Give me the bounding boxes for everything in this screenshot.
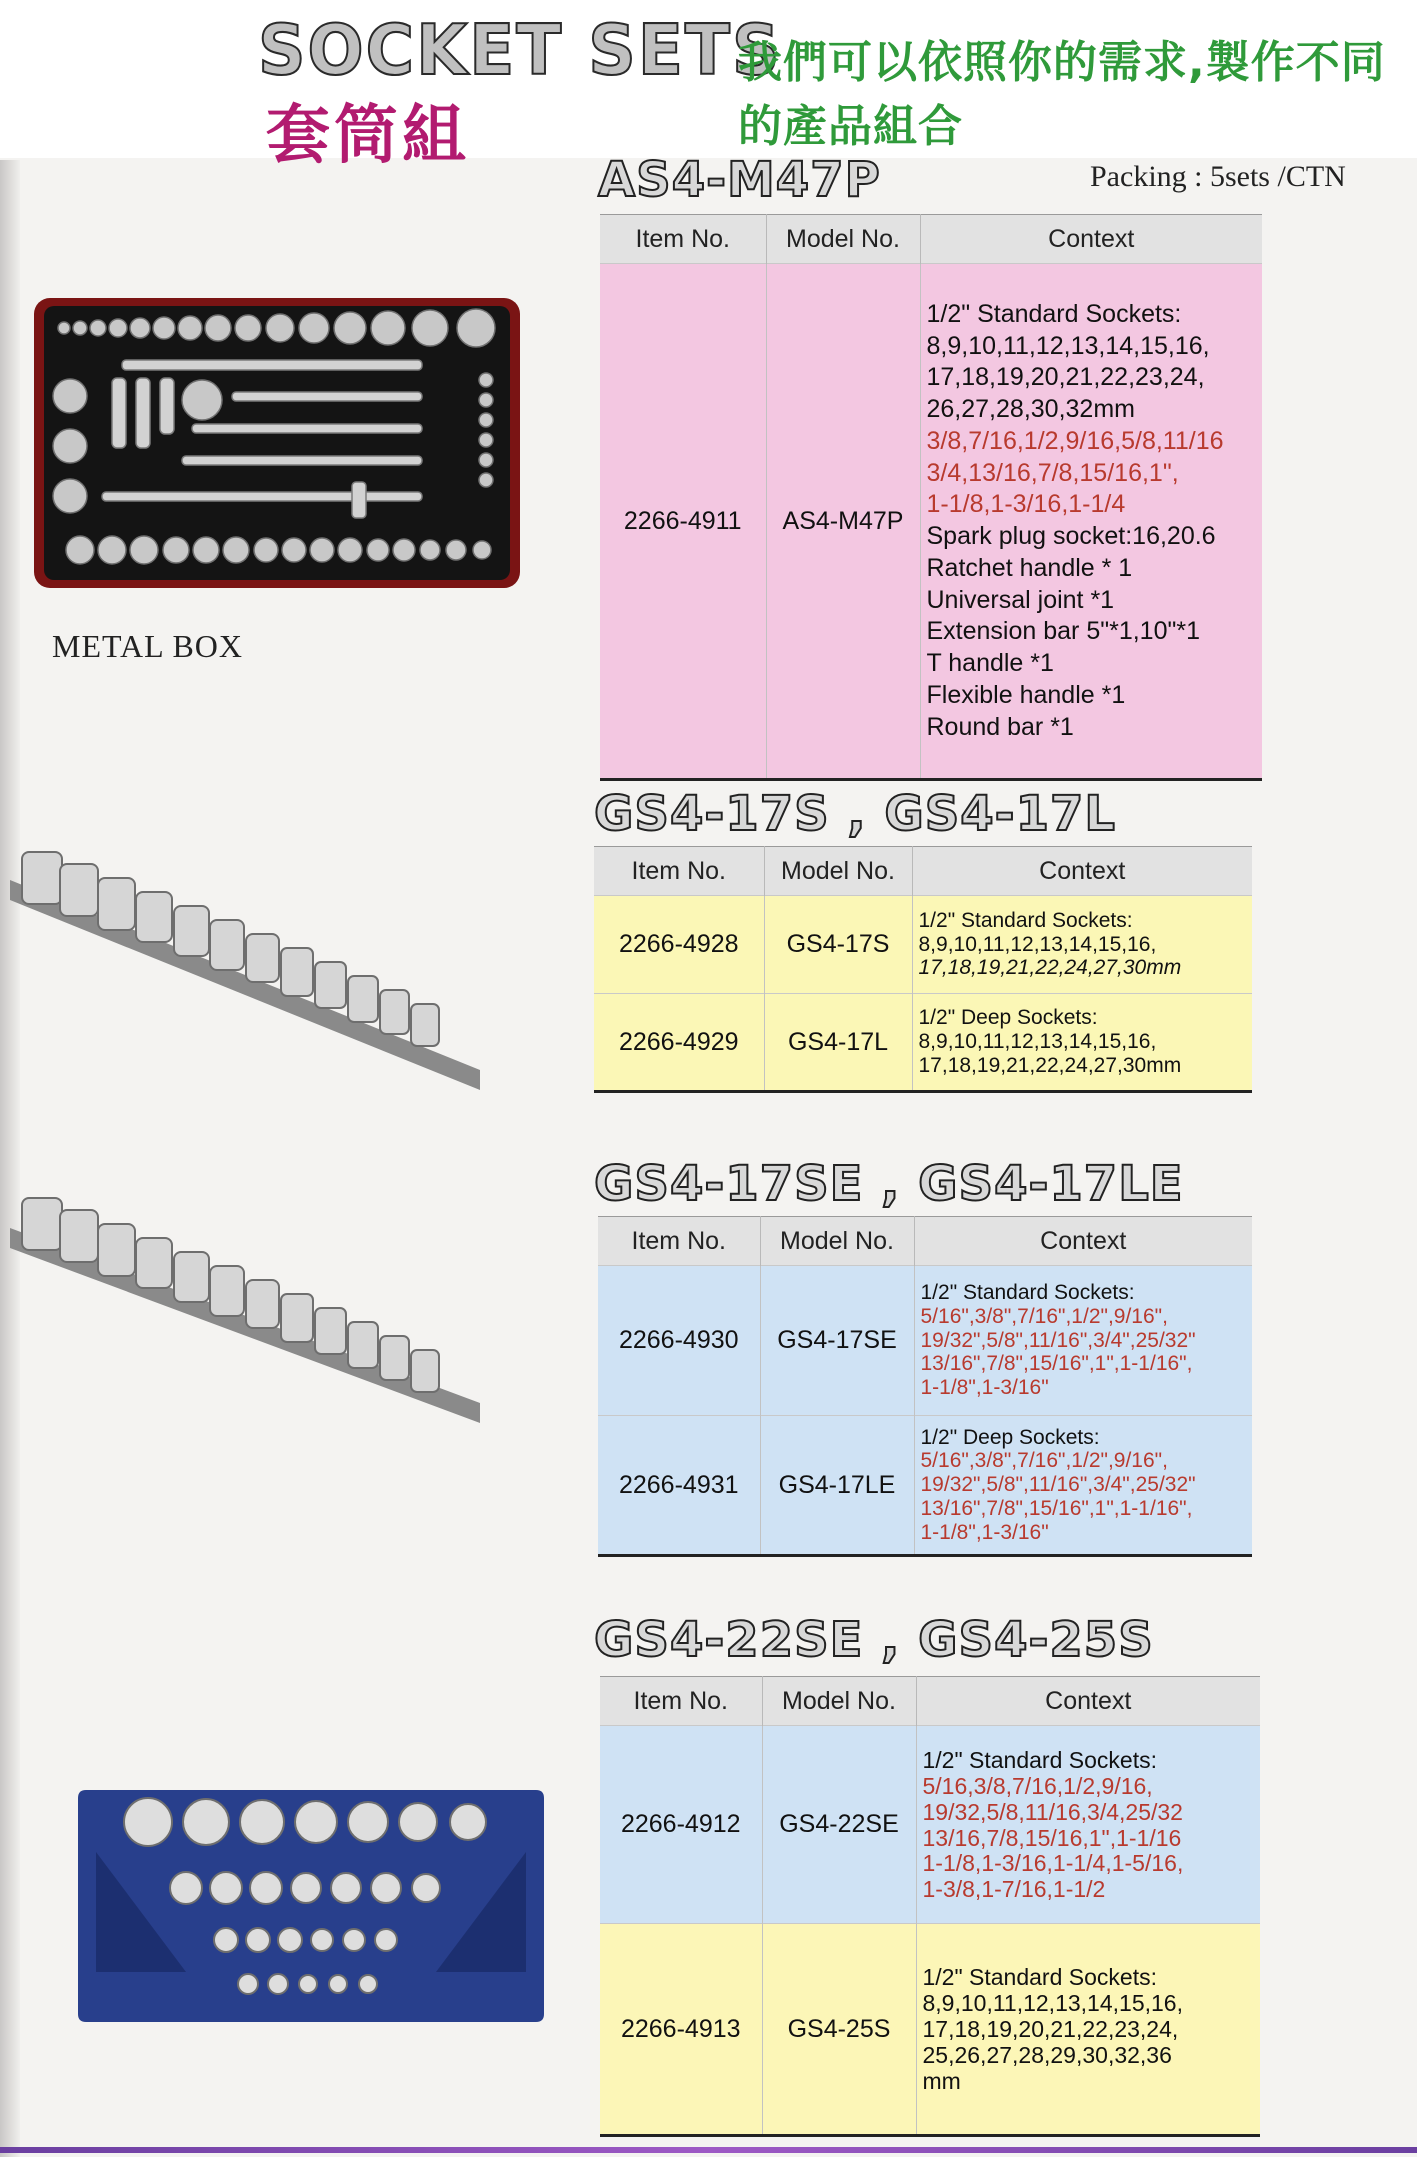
model-number: GS4-17LE	[760, 1416, 914, 1556]
page-title-chinese: 套筒組	[266, 99, 470, 173]
metal-box-photo	[32, 296, 522, 590]
column-header-model: Model No.	[764, 847, 912, 896]
table-row	[594, 994, 1252, 1092]
column-header-context: Context	[914, 1217, 1252, 1266]
context-cell: 1/2" Standard Sockets: 8,9,10,11,12,13,14,15,16, 17,18,19,20,21,22,23,24, 26,27,28,30,32mm 3/8,7/16,1/2,9/16,5/8,11/16 3/4,13/16,7/8,15/16,1", 1-1/8,1-3/16,1-1/4 Spark plug socket:16,20.6 Ratchet handle * 1 Universal joint *1 Extension bar 5"*1,10"*1 T handle *1 Flexible handle *1 Round bar *1	[920, 264, 1262, 780]
column-header-item: Item No.	[598, 1217, 760, 1266]
column-header-model: Model No.	[760, 1217, 914, 1266]
slogan: 我們可以依照你的需求,製作不同的產品組合	[738, 37, 1386, 152]
context-cell: 1/2" Standard Sockets: 8,9,10,11,12,13,14,15,16, 17,18,19,21,22,24,27,30mm	[912, 896, 1252, 994]
item-number: 2266-4929	[594, 994, 764, 1092]
model-number: GS4-17L	[764, 994, 912, 1092]
table-row	[600, 1924, 1260, 2136]
context-cell: 1/2" Standard Sockets: 5/16,3/8,7/16,1/2,9/16, 19/32,5/8,11/16,3/4,25/32 13/16,7/8,15/16,1",1-1/16 1-1/8,1-3/16,1-1/4,1-5/16, 1-3/8,1-7/16,1-1/2	[916, 1726, 1260, 1924]
set-title: AS4-M47P	[598, 152, 881, 208]
column-header-context: Context	[920, 215, 1262, 264]
metal-box-caption: METAL BOX	[52, 628, 244, 664]
table-row	[594, 896, 1252, 994]
context-cell: 1/2" Standard Sockets: 5/16",3/8",7/16",1/2",9/16", 19/32",5/8",11/16",3/4",25/32" 13/16",7/8",15/16",1",1-1/16", 1-1/8",1-3/16"	[914, 1266, 1252, 1416]
table-row	[600, 264, 1262, 780]
item-number: 2266-4913	[600, 1924, 762, 2136]
column-header-context: Context	[916, 1677, 1260, 1726]
set-title: GS4-17SE , GS4-17LE	[594, 1156, 1184, 1212]
packing-info: Packing : 5sets /CTN	[1090, 160, 1346, 193]
column-header-item: Item No.	[594, 847, 764, 896]
socket-rail-photo	[10, 1188, 480, 1438]
item-number: 2266-4928	[594, 896, 764, 994]
set-title: GS4-17S , GS4-17L	[594, 786, 1116, 842]
column-header-context: Context	[912, 847, 1252, 896]
table-row	[598, 1416, 1252, 1556]
table-row	[598, 1266, 1252, 1416]
spec-table-gs4-17se	[598, 1216, 1252, 1557]
model-number: GS4-17SE	[760, 1266, 914, 1416]
model-number: GS4-17S	[764, 896, 912, 994]
blue-tray-photo	[76, 1782, 546, 2030]
page-gutter-shadow	[0, 160, 20, 2157]
context-cell: 1/2" Deep Sockets: 5/16",3/8",7/16",1/2",9/16", 19/32",5/8",11/16",3/4",25/32" 13/16",7/8",15/16",1",1-1/16", 1-1/8",1-3/16"	[914, 1416, 1252, 1556]
socket-rail-photo	[10, 840, 480, 1110]
column-header-item: Item No.	[600, 1677, 762, 1726]
model-number: GS4-22SE	[762, 1726, 916, 1924]
item-number: 2266-4930	[598, 1266, 760, 1416]
context-cell: 1/2" Deep Sockets: 8,9,10,11,12,13,14,15,16, 17,18,19,21,22,24,27,30mm	[912, 994, 1252, 1092]
context-cell: 1/2" Standard Sockets: 8,9,10,11,12,13,14,15,16, 17,18,19,20,21,22,23,24, 25,26,27,28,29,30,32,36 mm	[916, 1924, 1260, 2136]
spec-table-as4-m47p	[600, 214, 1262, 781]
page-title: SOCKET SETS	[258, 10, 782, 91]
item-number: 2266-4912	[600, 1726, 762, 1924]
spec-table-gs4-17s	[594, 846, 1252, 1093]
bottom-rule	[0, 2147, 1417, 2153]
column-header-model: Model No.	[762, 1677, 916, 1726]
column-header-model: Model No.	[766, 215, 920, 264]
model-number: AS4-M47P	[766, 264, 920, 780]
spec-table-gs4-22se	[600, 1676, 1260, 2137]
set-title: GS4-22SE , GS4-25S	[594, 1612, 1154, 1668]
model-number: GS4-25S	[762, 1924, 916, 2136]
column-header-item: Item No.	[600, 215, 766, 264]
table-row	[600, 1726, 1260, 1924]
item-number: 2266-4911	[600, 264, 766, 780]
item-number: 2266-4931	[598, 1416, 760, 1556]
